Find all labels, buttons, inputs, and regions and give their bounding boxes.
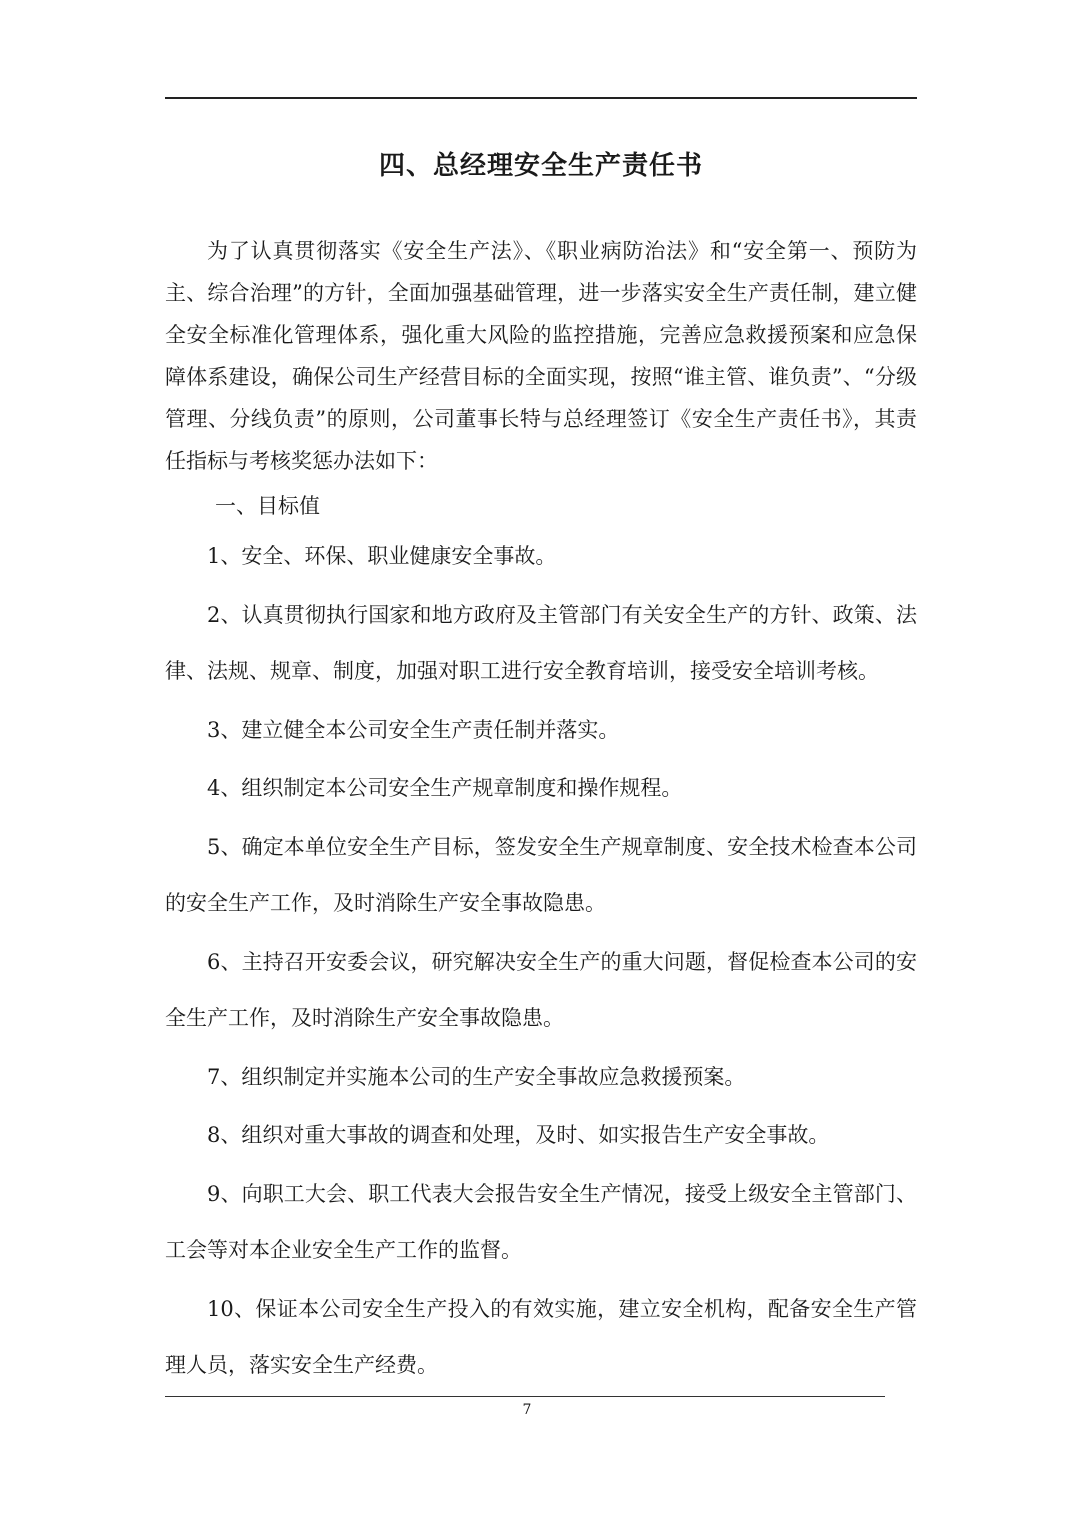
list-item: 9、向职工大会、职工代表大会报告安全生产情况，接受上级安全主管部门、工会等对本企业安全生产工作的监督。 [165,1181,917,1262]
list-item: 10、保证本公司安全生产投入的有效实施，建立安全机构，配备安全生产管理人员，落实安全生产经费。 [165,1296,917,1377]
document-title: 四、总经理安全生产责任书 [378,151,703,181]
section-heading: 一、目标值 [215,494,320,518]
page-number: 7 [522,1402,532,1418]
target-list [165,528,917,1396]
header-rule [165,97,917,99]
list-item: 5、确定本单位安全生产目标，签发安全生产规章制度、安全技术检查本公司的安全生产工作，及时消除生产安全事故隐患。 [165,834,917,915]
list-item: 6、主持召开安委会议，研究解决安全生产的重大问题，督促检查本公司的安全生产工作，及时消除生产安全事故隐患。 [165,949,917,1030]
intro-paragraph: 为了认真贯彻落实《安全生产法》、《职业病防治法》和“安全第一、预防为主、综合治理”的方针，全面加强基础管理，进一步落实安全生产责任制，建立健全安全标准化管理体系，强化重大风险的监控措施，完善应急救援预案和应急保障体系建设，确保公司生产经营目标的全面实现，按照“谁主管、谁负责”、“分级管理、分线负责”的原则，公司董事长特与总经理签订《安全生产责任书》，其责任指标与考核奖惩办法如下： [165,239,917,473]
list-item: 4、组织制定本公司安全生产规章制度和操作规程。 [207,776,683,800]
list-item: 8、组织对重大事故的调查和处理，及时、如实报告生产安全事故。 [207,1123,830,1147]
list-item: 7、组织制定并实施本公司的生产安全事故应急救援预案。 [207,1064,746,1089]
footer-rule [165,1396,885,1397]
list-item: 1、安全、环保、职业健康安全事故。 [207,544,557,568]
list-item: 3、建立健全本公司安全生产责任制并落实。 [207,717,620,742]
list-item: 2、认真贯彻执行国家和地方政府及主管部门有关安全生产的方针、政策、法律、法规、规章、制度，加强对职工进行安全教育培训，接受安全培训考核。 [165,602,917,683]
